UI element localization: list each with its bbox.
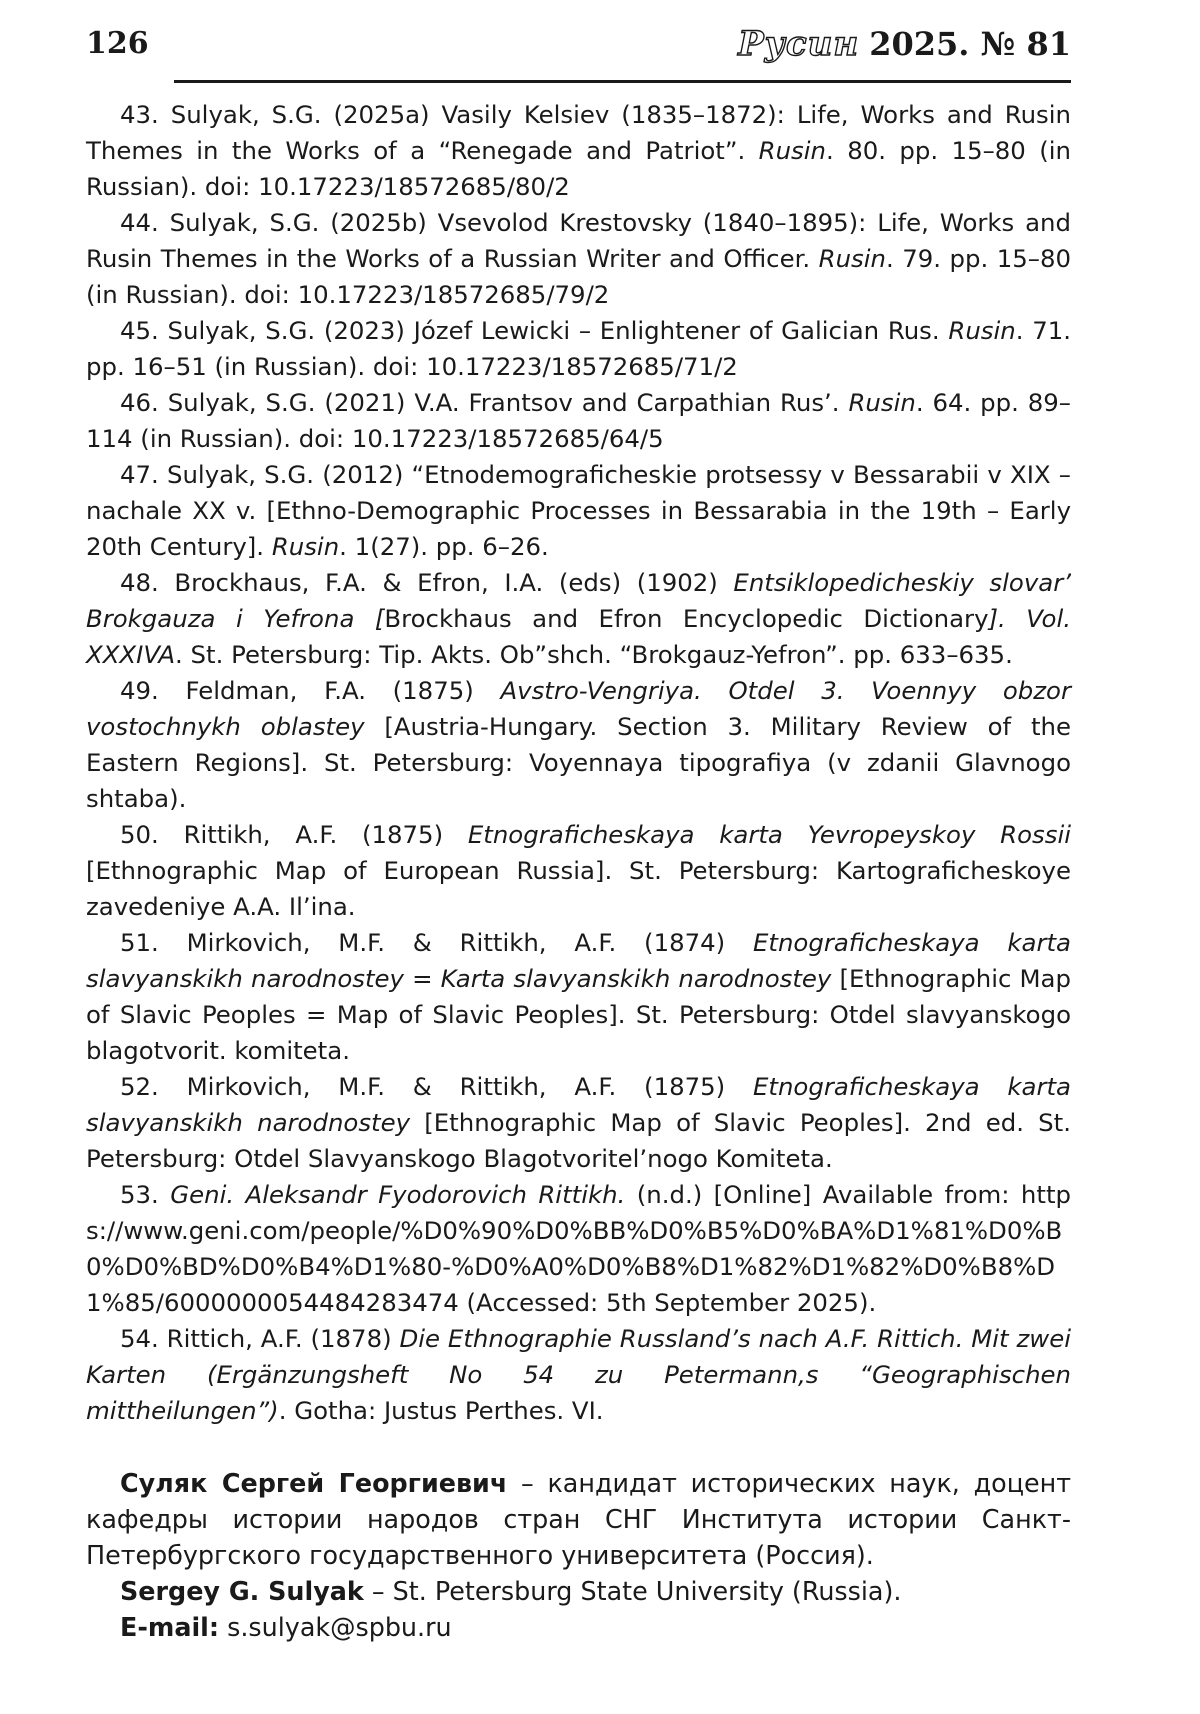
reference-item: 47. Sulyak, S.G. (2012) “Etnodemograficheskie protsessy v Bessarabii v XIX – nachale XX v. [Ethno-Demographic Processes in Bessarabia in the 19th – Early 20th Century]. Rusin. 1(27). pp. 6–26. xyxy=(86,460,1071,561)
reference-item: 50. Rittikh, A.F. (1875) Etnograficheskaya karta Yevropeyskoy Rossii [Ethnographic Map of European Russia]. St. Petersburg: Kartograficheskoye zavedeniye A.A. Il’ina. xyxy=(86,820,1071,921)
reference-item: 44. Sulyak, S.G. (2025b) Vsevolod Krestovsky (1840–1895): Life, Works and Rusin Themes in the Works of a Russian Writer and Officer. Rusin. 79. pp. 15–80 (in Russian). doi: 10.17223/18572685/79/2 xyxy=(86,208,1072,309)
reference-url-text: (n.d.) [Online] Available from: https://www.geni.com/people/%D0%90%D0%BB%D0%B5%D0%BA%D1%81%D0%B0%D0%BD%D0%B4%D1%80-%D0%A0%D0%B8%D1%82%D1%82%D0%B8%D1%85/6000000054484283474 (Accessed: 5th September 2025). xyxy=(86,1180,1071,1317)
reference-item: 51. Mirkovich, M.F. & Rittikh, A.F. (1874) Etnograficheskaya karta slavyanskikh narodnostey = Karta slavyanskikh narodnostey [Ethnographic Map of Slavic Peoples = Map of Slavic Peoples]. St. Petersburg: Otdel slavyanskogo blagotvorit. komiteta. xyxy=(86,928,1072,1065)
author-bio-en: Sergey G. Sulyak – St. Petersburg State University (Russia). xyxy=(120,1576,902,1606)
email-label: E-mail: xyxy=(120,1612,220,1642)
reference-item: 46. Sulyak, S.G. (2021) V.A. Frantsov and Carpathian Rus’. Rusin. 64. pp. 89–114 (in Russian). doi: 10.17223/18572685/64/5 xyxy=(86,388,1071,453)
author-name-en: Sergey G. Sulyak xyxy=(120,1576,364,1606)
author-bio-ru: Суляк Сергей Георгиевич – кандидат исторических наук, доцент кафедры истории народов стран СНГ Института истории Санкт-Петербургского государственного университета (Россия). xyxy=(86,1468,1071,1570)
author-email xyxy=(86,1609,1071,1645)
reference-item: 54. Rittich, A.F. (1878) Die Ethnographie Russland’s nach A.F. Rittich. Mit zwei Karten (Ergänzungsheft No 54 zu Petermann,s “Geographischen mittheilungen”). Gotha: Justus Perthes. VI. xyxy=(86,1324,1071,1425)
author-info xyxy=(86,1465,1071,1645)
page-header xyxy=(86,0,1071,83)
reference-item: 45. Sulyak, S.G. (2023) Józef Lewicki – Enlightener of Galician Rus. Rusin. 71. pp. 16–51 (in Russian). doi: 10.17223/18572685/71/2 xyxy=(86,316,1072,381)
email-address: s.sulyak@spbu.ru xyxy=(219,1612,452,1642)
author-name-ru: Суляк Сергей Георгиевич xyxy=(120,1468,508,1498)
page-number: 126 xyxy=(86,26,149,61)
reference-list xyxy=(86,97,1071,1429)
issue-number: 2025. № 81 xyxy=(869,25,1071,63)
reference-item: 52. Mirkovich, M.F. & Rittikh, A.F. (1875) Etnograficheskaya karta slavyanskikh narodnostey [Ethnographic Map of Slavic Peoples]. 2nd ed. St. Petersburg: Otdel Slavyanskogo Blagotvoritel’nogo Komiteta. xyxy=(86,1072,1072,1173)
reference-item: 48. Brockhaus, F.A. & Efron, I.A. (eds) (1902) Entsiklopedicheskiy slovar’ Brokgauza i Yefrona [Brockhaus and Efron Encyclopedic Dictionary]. Vol. XXXIVA. St. Petersburg: Tip. Akts. Ob”shch. “Brokgauz-Yefron”. pp. 633–635. xyxy=(86,568,1071,669)
running-head xyxy=(738,24,1071,64)
reference-item: 49. Feldman, F.A. (1875) Avstro-Vengriya. Otdel 3. Voennyy obzor vostochnykh oblastey [Austria-Hungary. Section 3. Military Review of the Eastern Regions]. St. Petersburg: Voyennaya tipografiya (v zdanii Glavnogo shtaba). xyxy=(86,676,1071,813)
journal-page xyxy=(86,0,1071,1645)
journal-title-logo: Русин xyxy=(738,24,860,64)
reference-item: 43. Sulyak, S.G. (2025a) Vasily Kelsiev (1835–1872): Life, Works and Rusin Themes in the Works of a “Renegade and Patriot”. Rusin. 80. pp. 15–80 (in Russian). doi: 10.17223/18572685/80/2 xyxy=(86,100,1071,201)
reference-item: 53. Geni. Aleksandr Fyodorovich Rittikh. (n.d.) [Online] Available from: https://www.geni.com/people/%D0%90%D0%BB%D0%B5%D0%BA%D1%81%D0%B0%D0%BD%D0%B4%D1%80-%D0%A0%D0%B8%D1%82%D1%82%D0%B8%D1%85/6000000054484283474 (Accessed: 5th September 2025). xyxy=(86,1180,1071,1317)
